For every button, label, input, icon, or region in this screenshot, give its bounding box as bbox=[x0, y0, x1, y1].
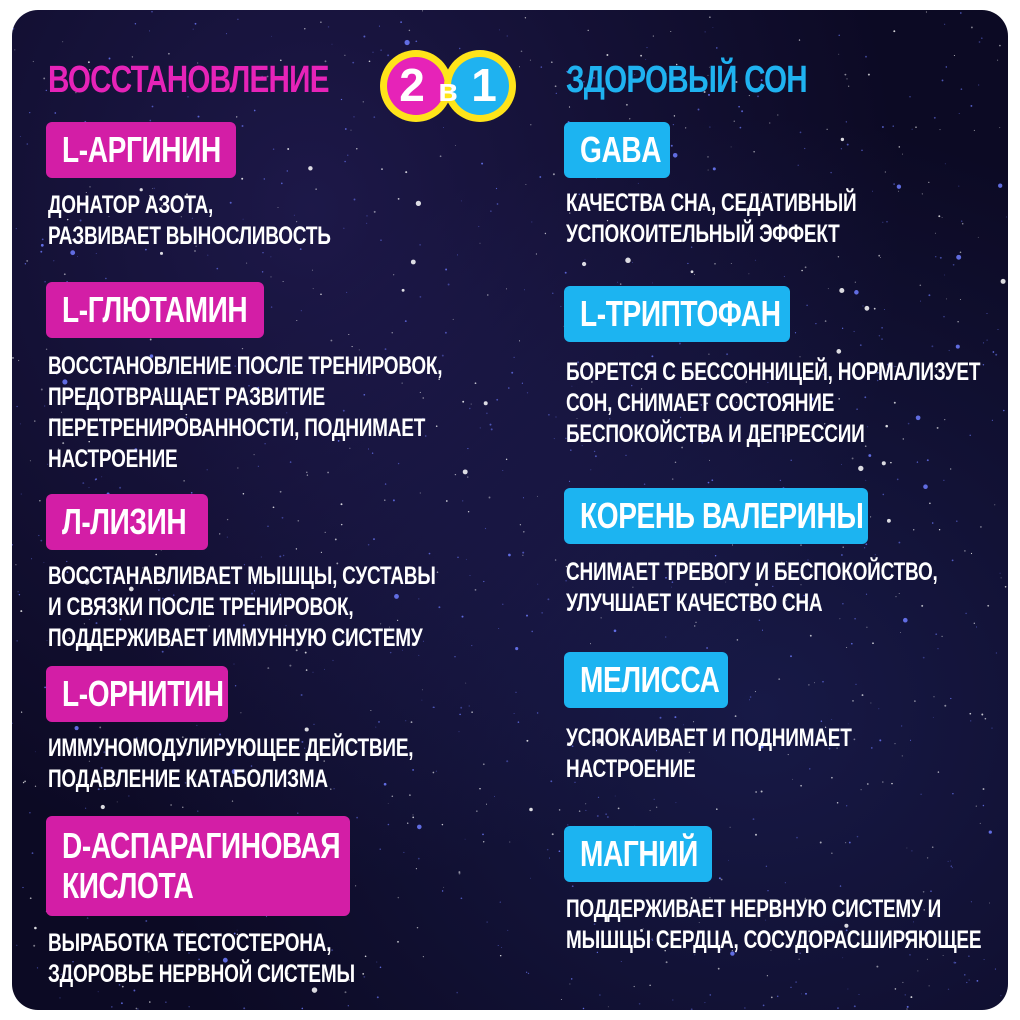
label-valerian-root: КОРЕНЬ ВАЛЕРИНЫ bbox=[564, 488, 868, 544]
label-gaba: GABA bbox=[564, 122, 670, 178]
desc-l-tryptophan: БОРЕТСЯ С БЕССОННИЦЕЙ, НОРМАЛИЗУЕТ СОН, СНИМАЕТ СОСТОЯНИЕ БЕСПОКОЙСТВА И ДЕПРЕССИИ bbox=[566, 358, 981, 448]
desc-l-lysine: ВОССТАНАВЛИВАЕТ МЫШЦЫ, СУСТАВЫ И СВЯЗКИ ПОСЛЕ ТРЕНИРОВОК, ПОДДЕРЖИВАЕТ ИММУННУЮ СИСТЕМУ bbox=[48, 562, 436, 652]
label-l-glutamine: L-ГЛЮТАМИН bbox=[46, 282, 264, 338]
logo-letter-v: в bbox=[438, 72, 458, 108]
desc-l-arginine: ДОНАТОР АЗОТА, РАЗВИВАЕТ ВЫНОСЛИВОСТЬ bbox=[48, 191, 331, 250]
desc-valerian-root: СНИМАЕТ ТРЕВОГУ И БЕСПОКОЙСТВО, УЛУЧШАЕТ КАЧЕСТВО СНА bbox=[566, 558, 938, 617]
label-melissa: МЕЛИССА bbox=[564, 652, 728, 708]
desc-l-ornithine: ИММУНОМОДУЛИРУЮЩЕЕ ДЕЙСТВИЕ, ПОДАВЛЕНИЕ КАТАБОЛИЗМА bbox=[48, 734, 414, 793]
desc-d-aspartic-acid: ВЫРАБОТКА ТЕСТОСТЕРОНА, ЗДОРОВЬЕ НЕРВНОЙ СИСТЕМЫ bbox=[48, 929, 355, 988]
label-l-tryptophan: L-ТРИПТОФАН bbox=[564, 286, 790, 342]
desc-magnesium: ПОДДЕРЖИВАЕТ НЕРВНУЮ СИСТЕМУ И МЫШЦЫ СЕРДЦА, СОСУДОРАСШИРЯЮЩЕЕ bbox=[566, 895, 982, 954]
two-in-one-logo bbox=[372, 46, 532, 126]
label-l-ornithine: L-ОРНИТИН bbox=[46, 666, 228, 722]
desc-l-glutamine: ВОССТАНОВЛЕНИЕ ПОСЛЕ ТРЕНИРОВОК, ПРЕДОТВРАЩАЕТ РАЗВИТИЕ ПЕРЕТРЕНИРОВАННОСТИ, ПОДНИМАЕТ НАСТРОЕНИЕ bbox=[48, 352, 443, 473]
healthy-sleep-title: ЗДОРОВЫЙ СОН bbox=[566, 59, 807, 101]
desc-melissa: УСПОКАИВАЕТ И ПОДНИМАЕТ НАСТРОЕНИЕ bbox=[566, 724, 852, 783]
desc-gaba: КАЧЕСТВА СНА, СЕДАТИВНЫЙ УСПОКОИТЕЛЬНЫЙ ЭФФЕКТ bbox=[566, 189, 857, 248]
label-l-arginine: L-АРГИНИН bbox=[46, 122, 236, 178]
label-magnesium: МАГНИЙ bbox=[564, 826, 712, 882]
recovery-title: ВОССТАНОВЛЕНИЕ bbox=[48, 59, 329, 101]
label-d-aspartic-acid: D-АСПАРАГИНОВАЯ КИСЛОТА bbox=[46, 816, 350, 916]
logo-digit-two: 2 bbox=[399, 59, 425, 111]
starry-background bbox=[12, 10, 1008, 1010]
label-l-lysine: Л-ЛИЗИН bbox=[46, 494, 208, 550]
logo-digit-one: 1 bbox=[471, 59, 497, 111]
